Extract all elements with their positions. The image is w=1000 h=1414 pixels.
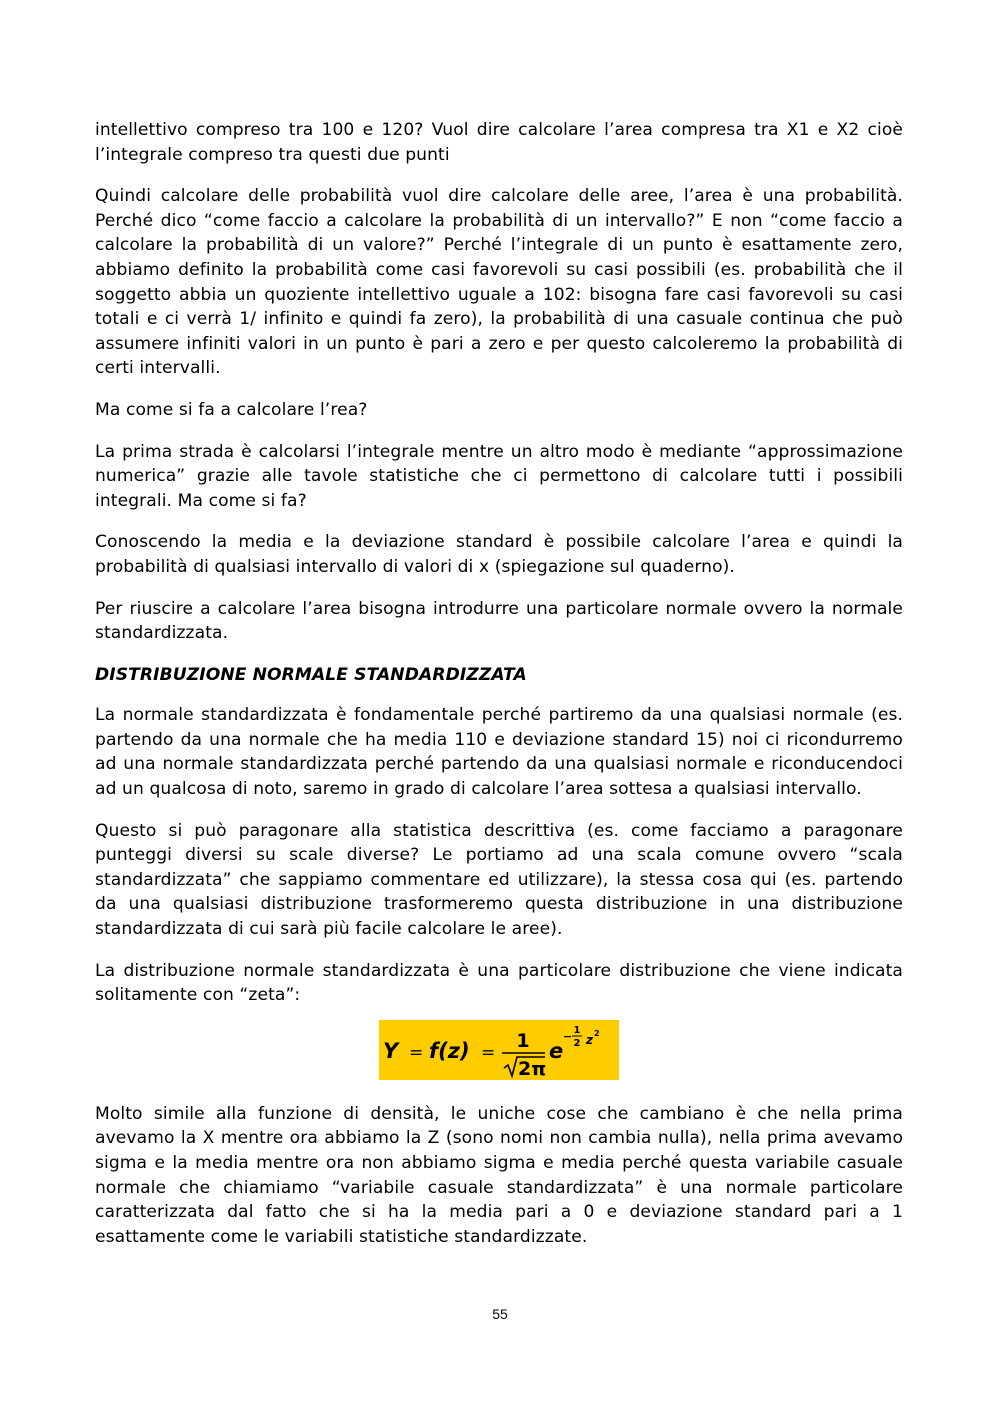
exponent-variable: z bbox=[586, 1032, 593, 1047]
document-body bbox=[95, 118, 903, 1266]
exponent-numerator: 1 bbox=[573, 1024, 581, 1036]
paragraph: Conoscendo la media e la deviazione standard è possibile calcolare l’area e quindi la probabilità di qualsiasi intervallo di valori di x (spiegazione sul quaderno). bbox=[95, 532, 903, 577]
formula-numerator: 1 bbox=[516, 1029, 530, 1052]
formula-radicand: 2π bbox=[518, 1057, 547, 1080]
paragraph: Questo si può paragonare alla statistica descrittiva (es. come facciamo a paragonare punteggi diversi su scale diverse? Le portiamo ad una scala comune ovvero “scala standardizzata” che sappiamo commentare ed utilizzare), la stessa cosa qui (es. partendo da una qualsiasi distribuzione trasformeremo questa distribuzione in una distribuzione standardizzata di cui sarà più facile calcolare le aree). bbox=[95, 820, 903, 940]
standard-normal-formula bbox=[379, 1020, 619, 1080]
paragraph: La normale standardizzata è fondamentale perché partiremo da una qualsiasi normale (es. partendo da una normale che ha media 110 e deviazione standard 15) noi ci ricondurremo ad una normale standardizzata perché partendo da una qualsiasi normale e riconducendoci ad un qualcosa di noto, saremo in grado di calcolare l’area sottesa a qualsiasi intervallo. bbox=[95, 705, 903, 800]
formula-equals: = bbox=[481, 1042, 496, 1063]
paragraph: Quindi calcolare delle probabilità vuol dire calcolare delle aree, l’area è una probabilità. Perché dico “come faccio a calcolare la probabilità di un intervallo?” E non “come faccio a calcolare la probabilità di un valore?” Perché l’integrale di un punto è esattamente zero, abbiamo definito la probabilità come casi favorevoli su casi possibili (es. probabilità che il soggetto abbia un quoziente intellettivo uguale a 102: bisogna fare casi favorevoli su casi totali e ci verrà 1/ infinito e quindi fa zero), la probabilità di una casuale continua che può assumere infiniti valori in un punto è pari a zero e per questo calcoleremo la probabilità di certi intervalli. bbox=[95, 186, 903, 379]
formula-container bbox=[95, 1020, 903, 1080]
section-heading: DISTRIBUZIONE NORMALE STANDARDIZZATA bbox=[95, 664, 527, 685]
exponent-sign: − bbox=[563, 1029, 573, 1043]
formula-fz: f(z) bbox=[429, 1038, 470, 1063]
page-number: 55 bbox=[492, 1306, 508, 1322]
formula-graphic bbox=[379, 1020, 619, 1080]
paragraph: Molto simile alla funzione di densità, le uniche cose che cambiano è che nella prima avevamo la X mentre ora abbiamo la Z (sono nomi non cambia nulla), nella prima avevamo sigma e la media mentre ora non abbiamo sigma e media perché questa variabile casuale normale che chiamiamo “variabile casuale standardizzata” è una normale particolare caratterizzata dal fatto che si ha la media pari a 0 e deviazione standard pari a 1 esattamente come le variabili statistiche standardizzate. bbox=[95, 1103, 903, 1247]
paragraph: La prima strada è calcolarsi l’integrale mentre un altro modo è mediante “approssimazione numerica” grazie alle tavole statistiche che ci permettono di calcolare tutti i possibili integrali. Ma come si fa? bbox=[95, 441, 903, 511]
paragraph: intellettivo compreso tra 100 e 120? Vuol dire calcolare l’area compresa tra X1 e X2 cioè l’integrale compreso tra questi due punti bbox=[95, 120, 903, 165]
exponent-power: 2 bbox=[594, 1028, 600, 1038]
paragraph: La distribuzione normale standardizzata è una particolare distribuzione che viene indicata solitamente con “zeta”: bbox=[95, 960, 903, 1006]
paragraph: Per riuscire a calcolare l’area bisogna introdurre una particolare normale ovvero la normale standardizzata. bbox=[95, 598, 903, 644]
exponent-denominator: 2 bbox=[573, 1037, 581, 1049]
formula-base: e bbox=[549, 1038, 564, 1063]
paragraph: Ma come si fa a calcolare l’rea? bbox=[95, 399, 368, 420]
formula-equals: = bbox=[409, 1042, 424, 1063]
formula-lhs: Y bbox=[383, 1038, 399, 1063]
